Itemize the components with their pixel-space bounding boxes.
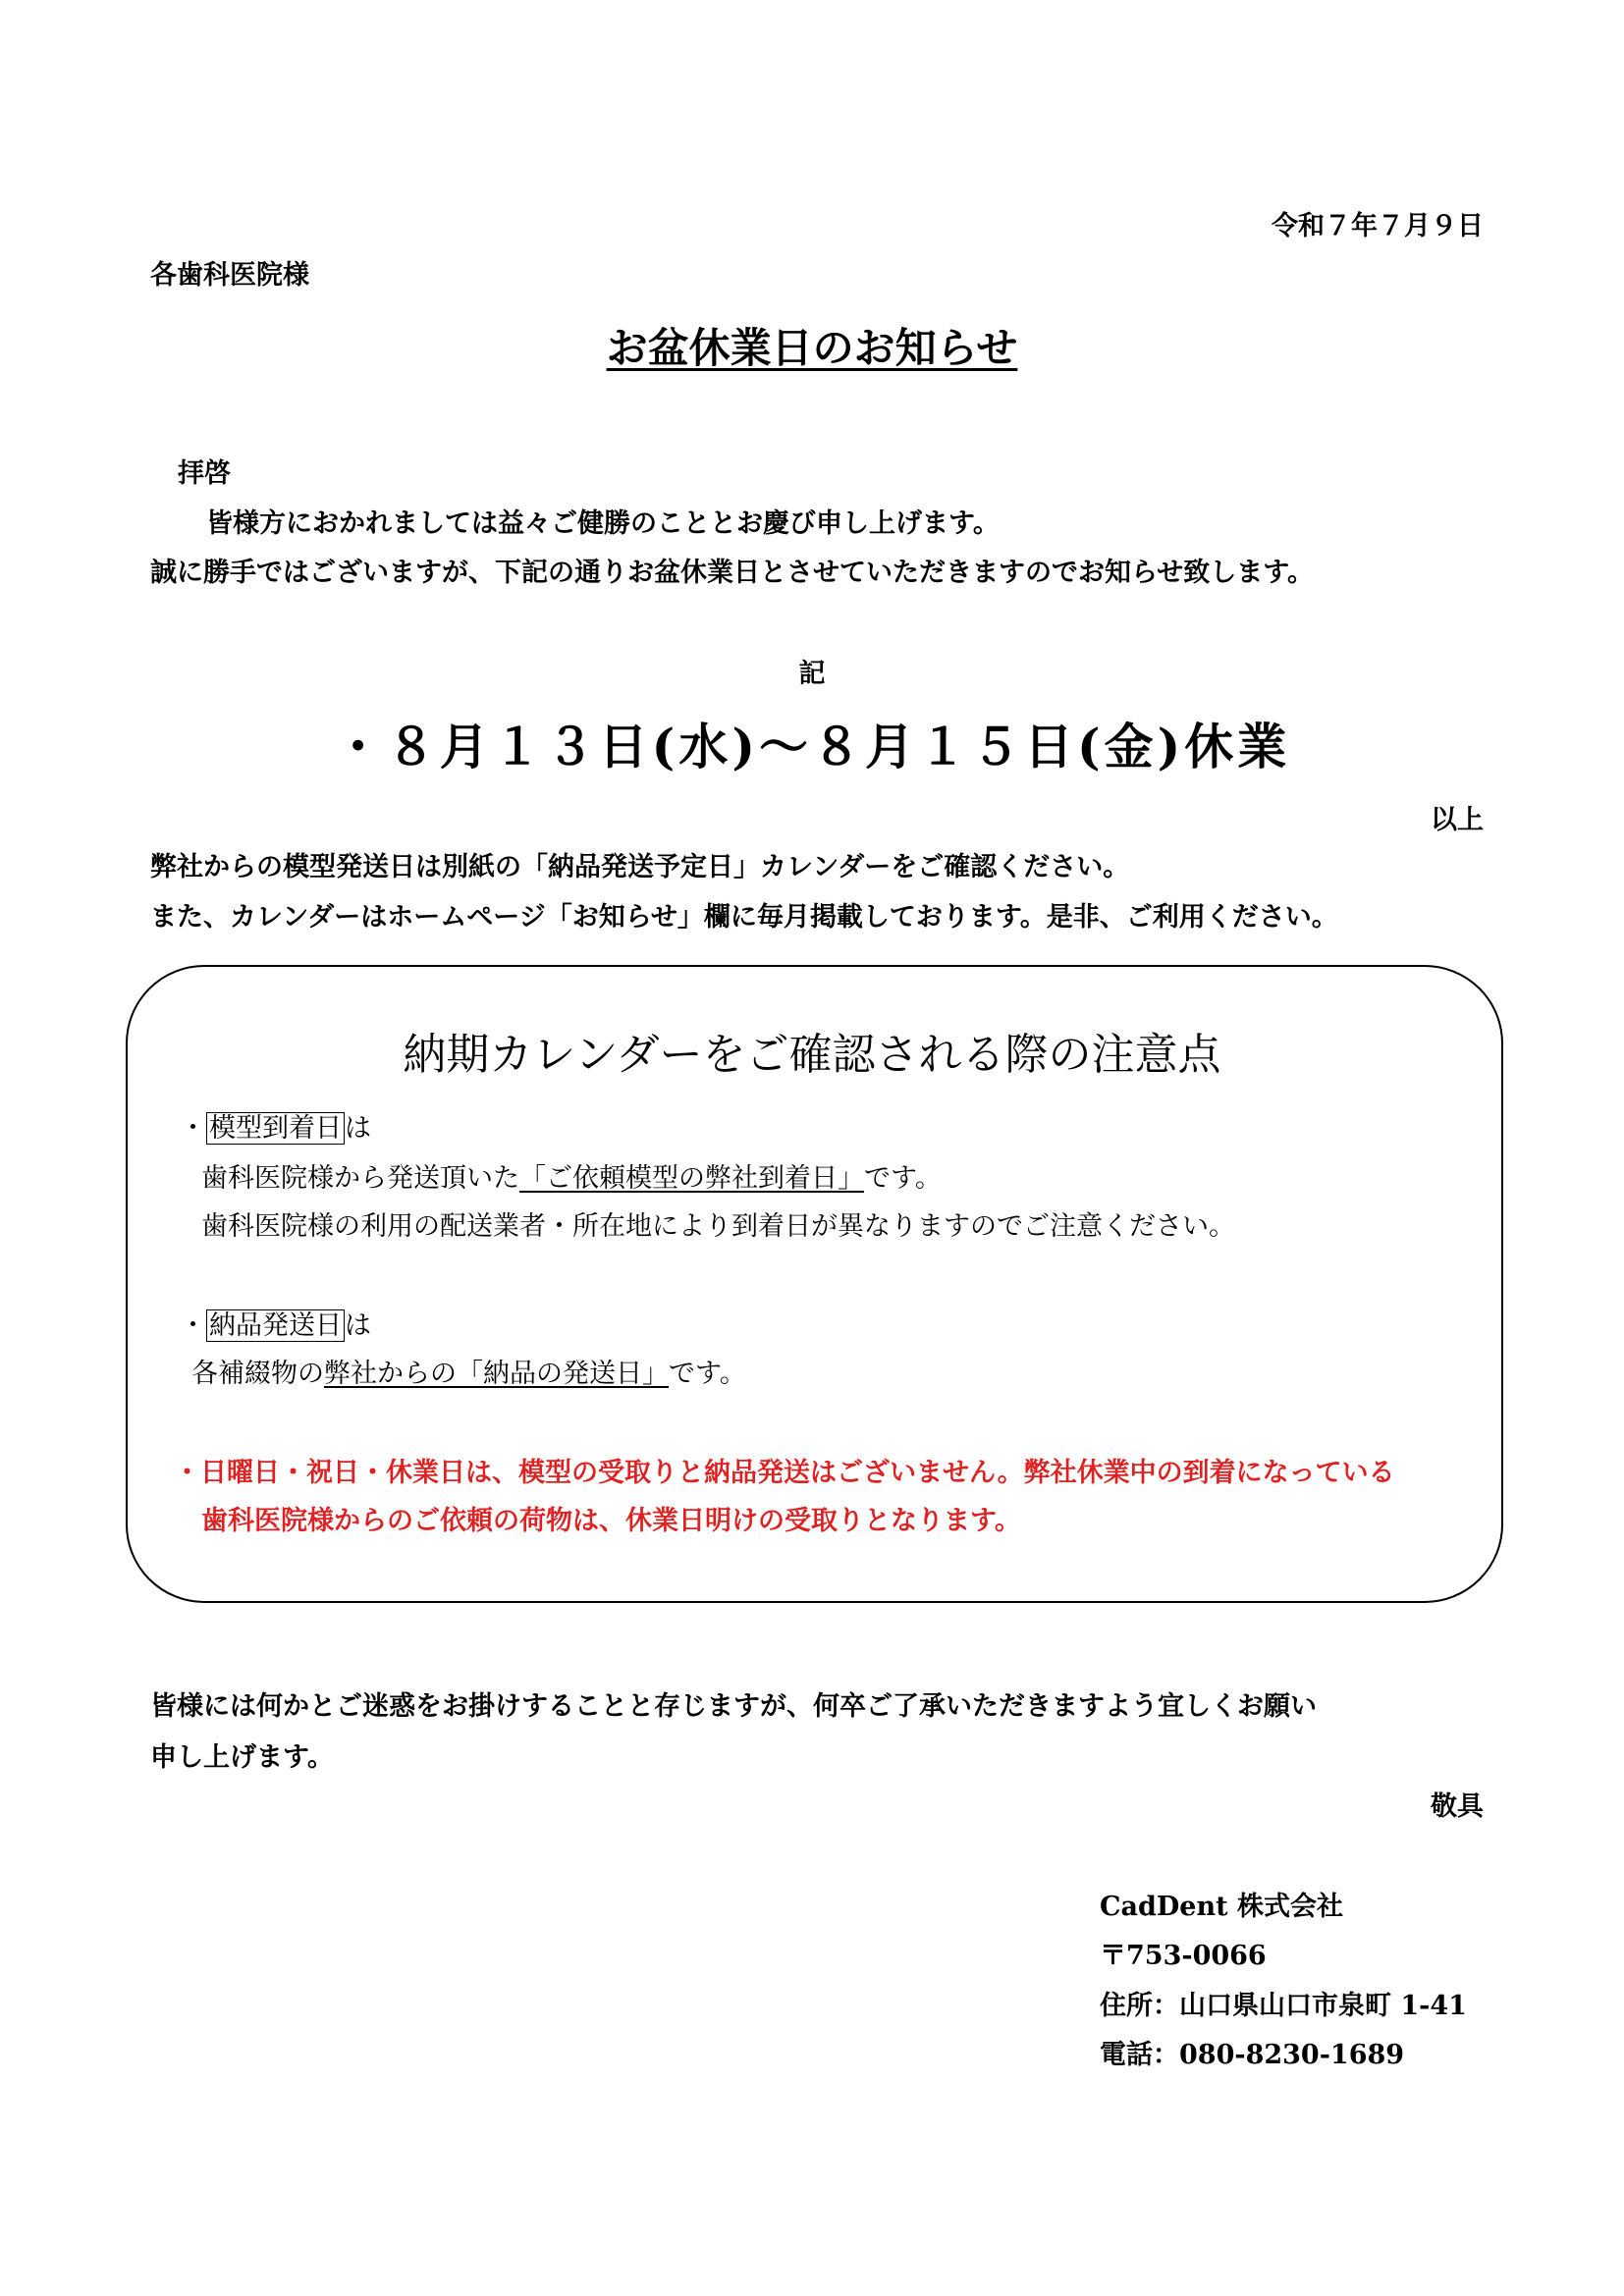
keigu-mark: 敬具 — [1431, 1791, 1484, 1822]
note-line-1: 弊社からの模型発送日は別紙の「納品発送予定日」カレンダーをご確認ください。 — [150, 852, 1130, 882]
text: 各補綴物の — [191, 1359, 324, 1389]
text: です。 — [864, 1163, 942, 1194]
closing-line-1: 皆様には何かとご迷惑をお掛けすることと存じますが、何卒ご了承いただきますよう宜しくお願い — [150, 1691, 1317, 1722]
page-title-text: お盆休業日のお知らせ — [606, 324, 1018, 372]
body-line-2: 誠に勝手ではございますが、下記の通りお盆休業日とさせていただきますのでお知らせ致します。 — [150, 558, 1315, 588]
sender-company: CadDent 株式会社 — [1100, 1892, 1343, 1922]
notice-item-1-heading — [180, 1106, 371, 1145]
notice-box-title: 納期カレンダーをご確認される際の注意点 — [403, 1030, 1221, 1080]
sender-address: 住所：山口県山口市泉町 1-41 — [1100, 1991, 1467, 2021]
notice-item-1-line-2: 歯科医院様の利用の配送業者・所在地により到着日が異なりますのでご注意ください。 — [201, 1211, 1235, 1242]
underlined-text: 弊社からの「納品の発送日」 — [324, 1359, 669, 1389]
notice-item-2-line-1 — [191, 1352, 746, 1390]
underlined-text: 「ご依頼模型の弊社到着日」 — [519, 1163, 864, 1194]
warning-line-1: ・日曜日・祝日・休業日は、模型の受取りと納品発送はございません。弊社休業中の到着になっている — [174, 1458, 1395, 1488]
warning-line-2: 歯科医院様からのご依頼の荷物は、休業日明けの受取りとなります。 — [201, 1506, 1021, 1536]
greeting: 拝啓 — [178, 458, 231, 489]
term-model-arrival-date: 模型到着日 — [206, 1112, 345, 1145]
note-line-2: また、カレンダーはホームページ「お知らせ」欄に毎月掲載しております。是非、ご利用ください。 — [150, 902, 1338, 933]
holiday-period: ・８月１３日(水)～８月１５日(金)休業 — [333, 718, 1291, 775]
notice-item-2-heading — [180, 1304, 371, 1342]
term-suffix: は — [345, 1310, 371, 1341]
sender-postal-code: 〒753-0066 — [1100, 1941, 1267, 1971]
page-title — [0, 316, 1624, 375]
closing-line-2: 申し上げます。 — [150, 1742, 334, 1773]
document-date: 令和７年７月９日 — [1272, 211, 1484, 241]
recipient: 各歯科医院様 — [150, 260, 309, 291]
bullet: ・ — [180, 1310, 206, 1341]
body-line-1: 皆様方におかれましては益々ご健勝のこととお慶び申し上げます。 — [206, 508, 1000, 539]
ijou-mark: 以上 — [1431, 805, 1484, 835]
bullet: ・ — [180, 1113, 206, 1144]
term-delivery-ship-date: 納品発送日 — [206, 1309, 345, 1342]
term-suffix: は — [345, 1113, 371, 1144]
text: 歯科医院様から発送頂いた — [201, 1163, 519, 1194]
text: です。 — [669, 1359, 746, 1389]
sender-phone: 電話：080-8230-1689 — [1100, 2040, 1405, 2070]
notice-item-1-line-1 — [201, 1156, 942, 1195]
ki-mark: 記 — [798, 659, 826, 689]
